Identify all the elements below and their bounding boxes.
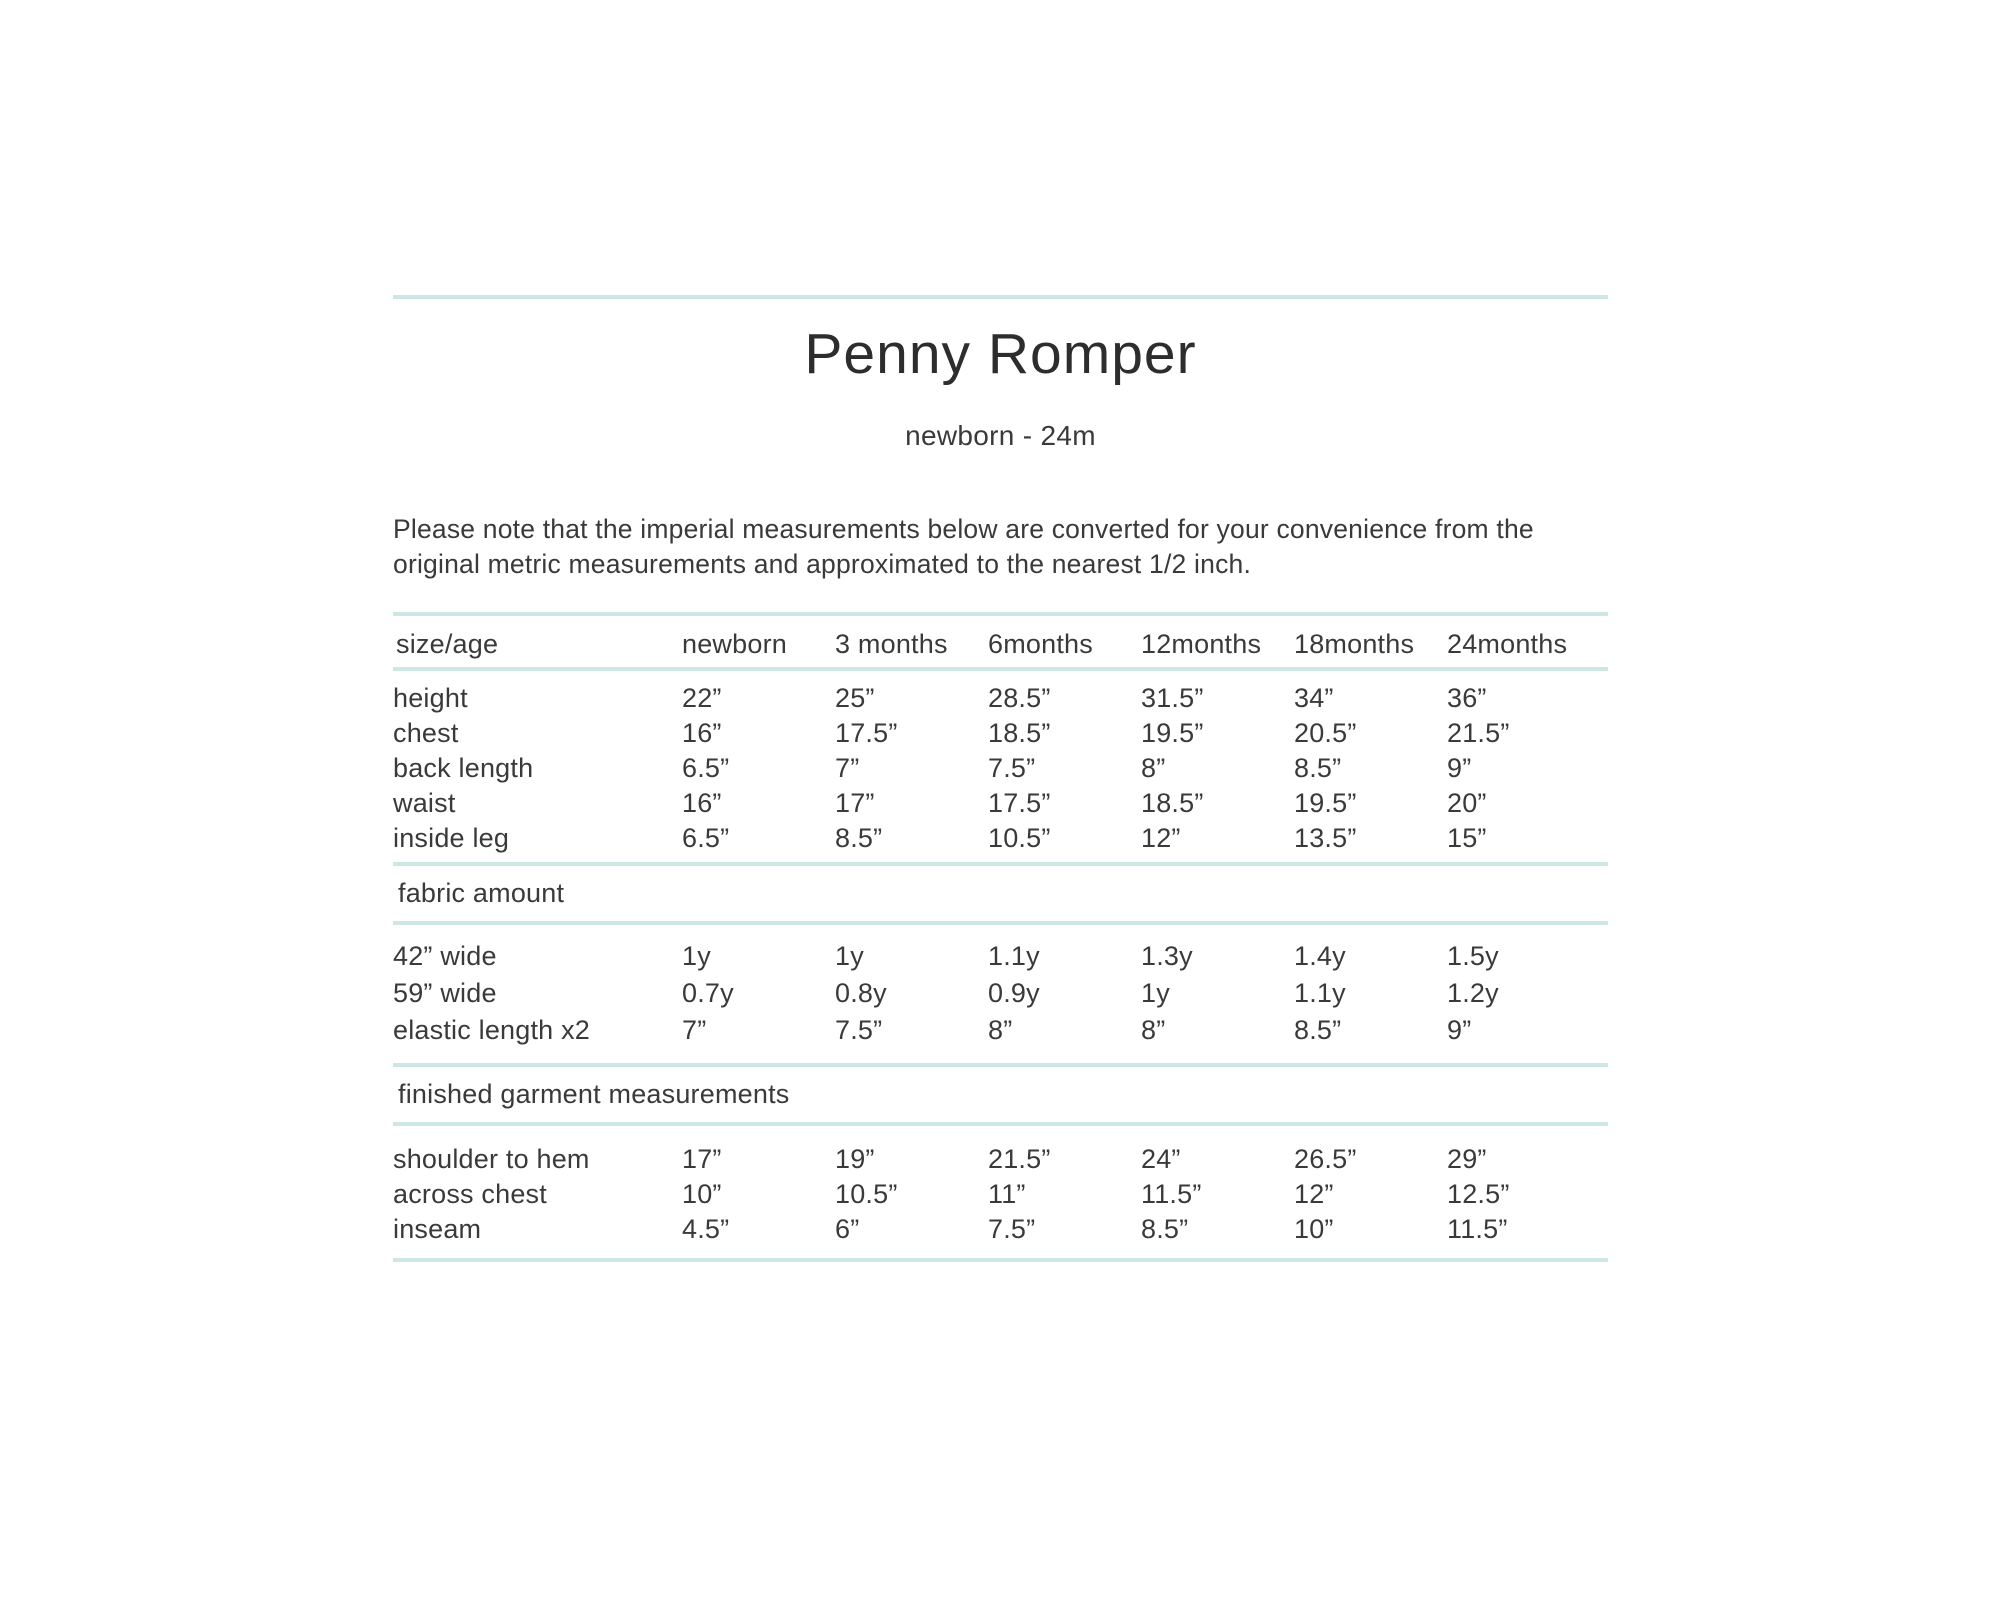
- table-row-59-wide: [393, 975, 1608, 1012]
- cell: 12.5”: [1447, 1179, 1510, 1209]
- cell: 11.5”: [1141, 1179, 1202, 1209]
- cell: 10”: [682, 1179, 722, 1209]
- row-label: across chest: [393, 1179, 547, 1209]
- row-label: height: [393, 683, 468, 713]
- cell: 7.5”: [988, 753, 1036, 783]
- cell: 8”: [988, 1015, 1013, 1045]
- cell: 11”: [988, 1179, 1026, 1209]
- row-label: waist: [393, 788, 456, 818]
- cell: 1y: [835, 941, 864, 971]
- col-header-6-months: 6months: [988, 629, 1093, 659]
- cell: 0.8y: [835, 978, 887, 1008]
- cell: 8.5”: [1294, 753, 1342, 783]
- finished-measurements-header: [393, 1067, 1608, 1122]
- cell: 13.5”: [1294, 823, 1357, 853]
- cell: 4.5”: [682, 1214, 730, 1244]
- cell: 10”: [1294, 1214, 1334, 1244]
- cell: 19.5”: [1294, 788, 1357, 818]
- fabric-amount-section: [393, 925, 1608, 1063]
- table-row-height: [393, 681, 1608, 716]
- table-row-across-chest: [393, 1177, 1608, 1212]
- table-row-chest: [393, 716, 1608, 751]
- cell: 25”: [835, 683, 875, 713]
- col-header-12-months: 12months: [1141, 629, 1262, 659]
- cell: 15”: [1447, 823, 1487, 853]
- col-header-size-age: size/age: [396, 629, 499, 659]
- cell: 6.5”: [682, 753, 730, 783]
- cell: 1.3y: [1141, 941, 1193, 971]
- cell: 24”: [1141, 1144, 1181, 1174]
- row-label: 59” wide: [393, 978, 497, 1008]
- cell: 12”: [1294, 1179, 1334, 1209]
- divider-top: [393, 295, 1608, 299]
- cell: 7”: [835, 753, 860, 783]
- cell: 21.5”: [988, 1144, 1051, 1174]
- cell: 1.4y: [1294, 941, 1346, 971]
- table-row-42-wide: [393, 938, 1608, 975]
- cell: 10.5”: [988, 823, 1051, 853]
- cell: 0.7y: [682, 978, 734, 1008]
- col-header-newborn: newborn: [682, 629, 787, 659]
- cell: 8”: [1141, 1015, 1166, 1045]
- cell: 17”: [835, 788, 875, 818]
- cell: 31.5”: [1141, 683, 1204, 713]
- cell: 7”: [682, 1015, 707, 1045]
- cell: 10.5”: [835, 1179, 898, 1209]
- table-row-elastic-length: [393, 1012, 1608, 1049]
- cell: 19”: [835, 1144, 875, 1174]
- row-label: elastic length x2: [393, 1015, 591, 1045]
- row-label: shoulder to hem: [393, 1144, 590, 1174]
- cell: 20.5”: [1294, 718, 1357, 748]
- table-row-waist: [393, 786, 1608, 821]
- table-row-shoulder-to-hem: [393, 1142, 1608, 1177]
- table-row-inside-leg: [393, 821, 1608, 856]
- cell: 7.5”: [835, 1015, 883, 1045]
- cell: 29”: [1447, 1144, 1487, 1174]
- cell: 26.5”: [1294, 1144, 1357, 1174]
- cell: 1y: [682, 941, 711, 971]
- cell: 0.9y: [988, 978, 1040, 1008]
- page-subtitle: newborn - 24m: [905, 420, 1096, 451]
- table-row-inseam: [393, 1212, 1608, 1247]
- cell: 8”: [1141, 753, 1166, 783]
- cell: 18.5”: [1141, 788, 1204, 818]
- cell: 17.5”: [835, 718, 898, 748]
- row-label: chest: [393, 718, 459, 748]
- row-label: inside leg: [393, 823, 510, 853]
- col-header-3-months: 3 months: [835, 629, 948, 659]
- fabric-amount-header: [393, 866, 1608, 921]
- row-label: back length: [393, 753, 534, 783]
- divider-bottom: [393, 1258, 1608, 1262]
- size-chart-document: [393, 295, 1608, 1262]
- cell: 8.5”: [1141, 1214, 1189, 1244]
- cell: 7.5”: [988, 1214, 1036, 1244]
- col-header-18-months: 18months: [1294, 629, 1415, 659]
- cell: 11.5”: [1447, 1214, 1508, 1244]
- cell: 12”: [1141, 823, 1181, 853]
- cell: 8.5”: [1294, 1015, 1342, 1045]
- cell: 1.5y: [1447, 941, 1499, 971]
- cell: 17.5”: [988, 788, 1051, 818]
- cell: 36”: [1447, 683, 1487, 713]
- cell: 16”: [682, 788, 722, 818]
- table-row-back-length: [393, 751, 1608, 786]
- size-age-header-row: [393, 616, 1608, 667]
- col-header-24-months: 24months: [1447, 629, 1568, 659]
- cell: 8.5”: [835, 823, 883, 853]
- section-title: fabric amount: [398, 878, 565, 908]
- cell: 16”: [682, 718, 722, 748]
- cell: 1y: [1141, 978, 1170, 1008]
- cell: 1.1y: [988, 941, 1040, 971]
- cell: 34”: [1294, 683, 1334, 713]
- cell: 17”: [682, 1144, 722, 1174]
- page-title: Penny Romper: [804, 322, 1197, 386]
- cell: 19.5”: [1141, 718, 1204, 748]
- section-title: finished garment measurements: [398, 1079, 790, 1109]
- cell: 21.5”: [1447, 718, 1510, 748]
- row-label: 42” wide: [393, 941, 497, 971]
- cell: 22”: [682, 683, 722, 713]
- cell: 20”: [1447, 788, 1487, 818]
- cell: 6.5”: [682, 823, 730, 853]
- cell: 6”: [835, 1214, 860, 1244]
- cell: 18.5”: [988, 718, 1051, 748]
- finished-measurements-section: [393, 1126, 1608, 1258]
- body-measurements-section: [393, 671, 1608, 862]
- cell: 1.2y: [1447, 978, 1499, 1008]
- cell: 1.1y: [1294, 978, 1346, 1008]
- cell: 28.5”: [988, 683, 1051, 713]
- cell: 9”: [1447, 1015, 1472, 1045]
- row-label: inseam: [393, 1214, 482, 1244]
- cell: 9”: [1447, 753, 1472, 783]
- conversion-note: Please note that the imperial measurements below are converted for your convenience from the original metric measurements and approximated to the nearest 1/2 inch.: [393, 514, 1534, 579]
